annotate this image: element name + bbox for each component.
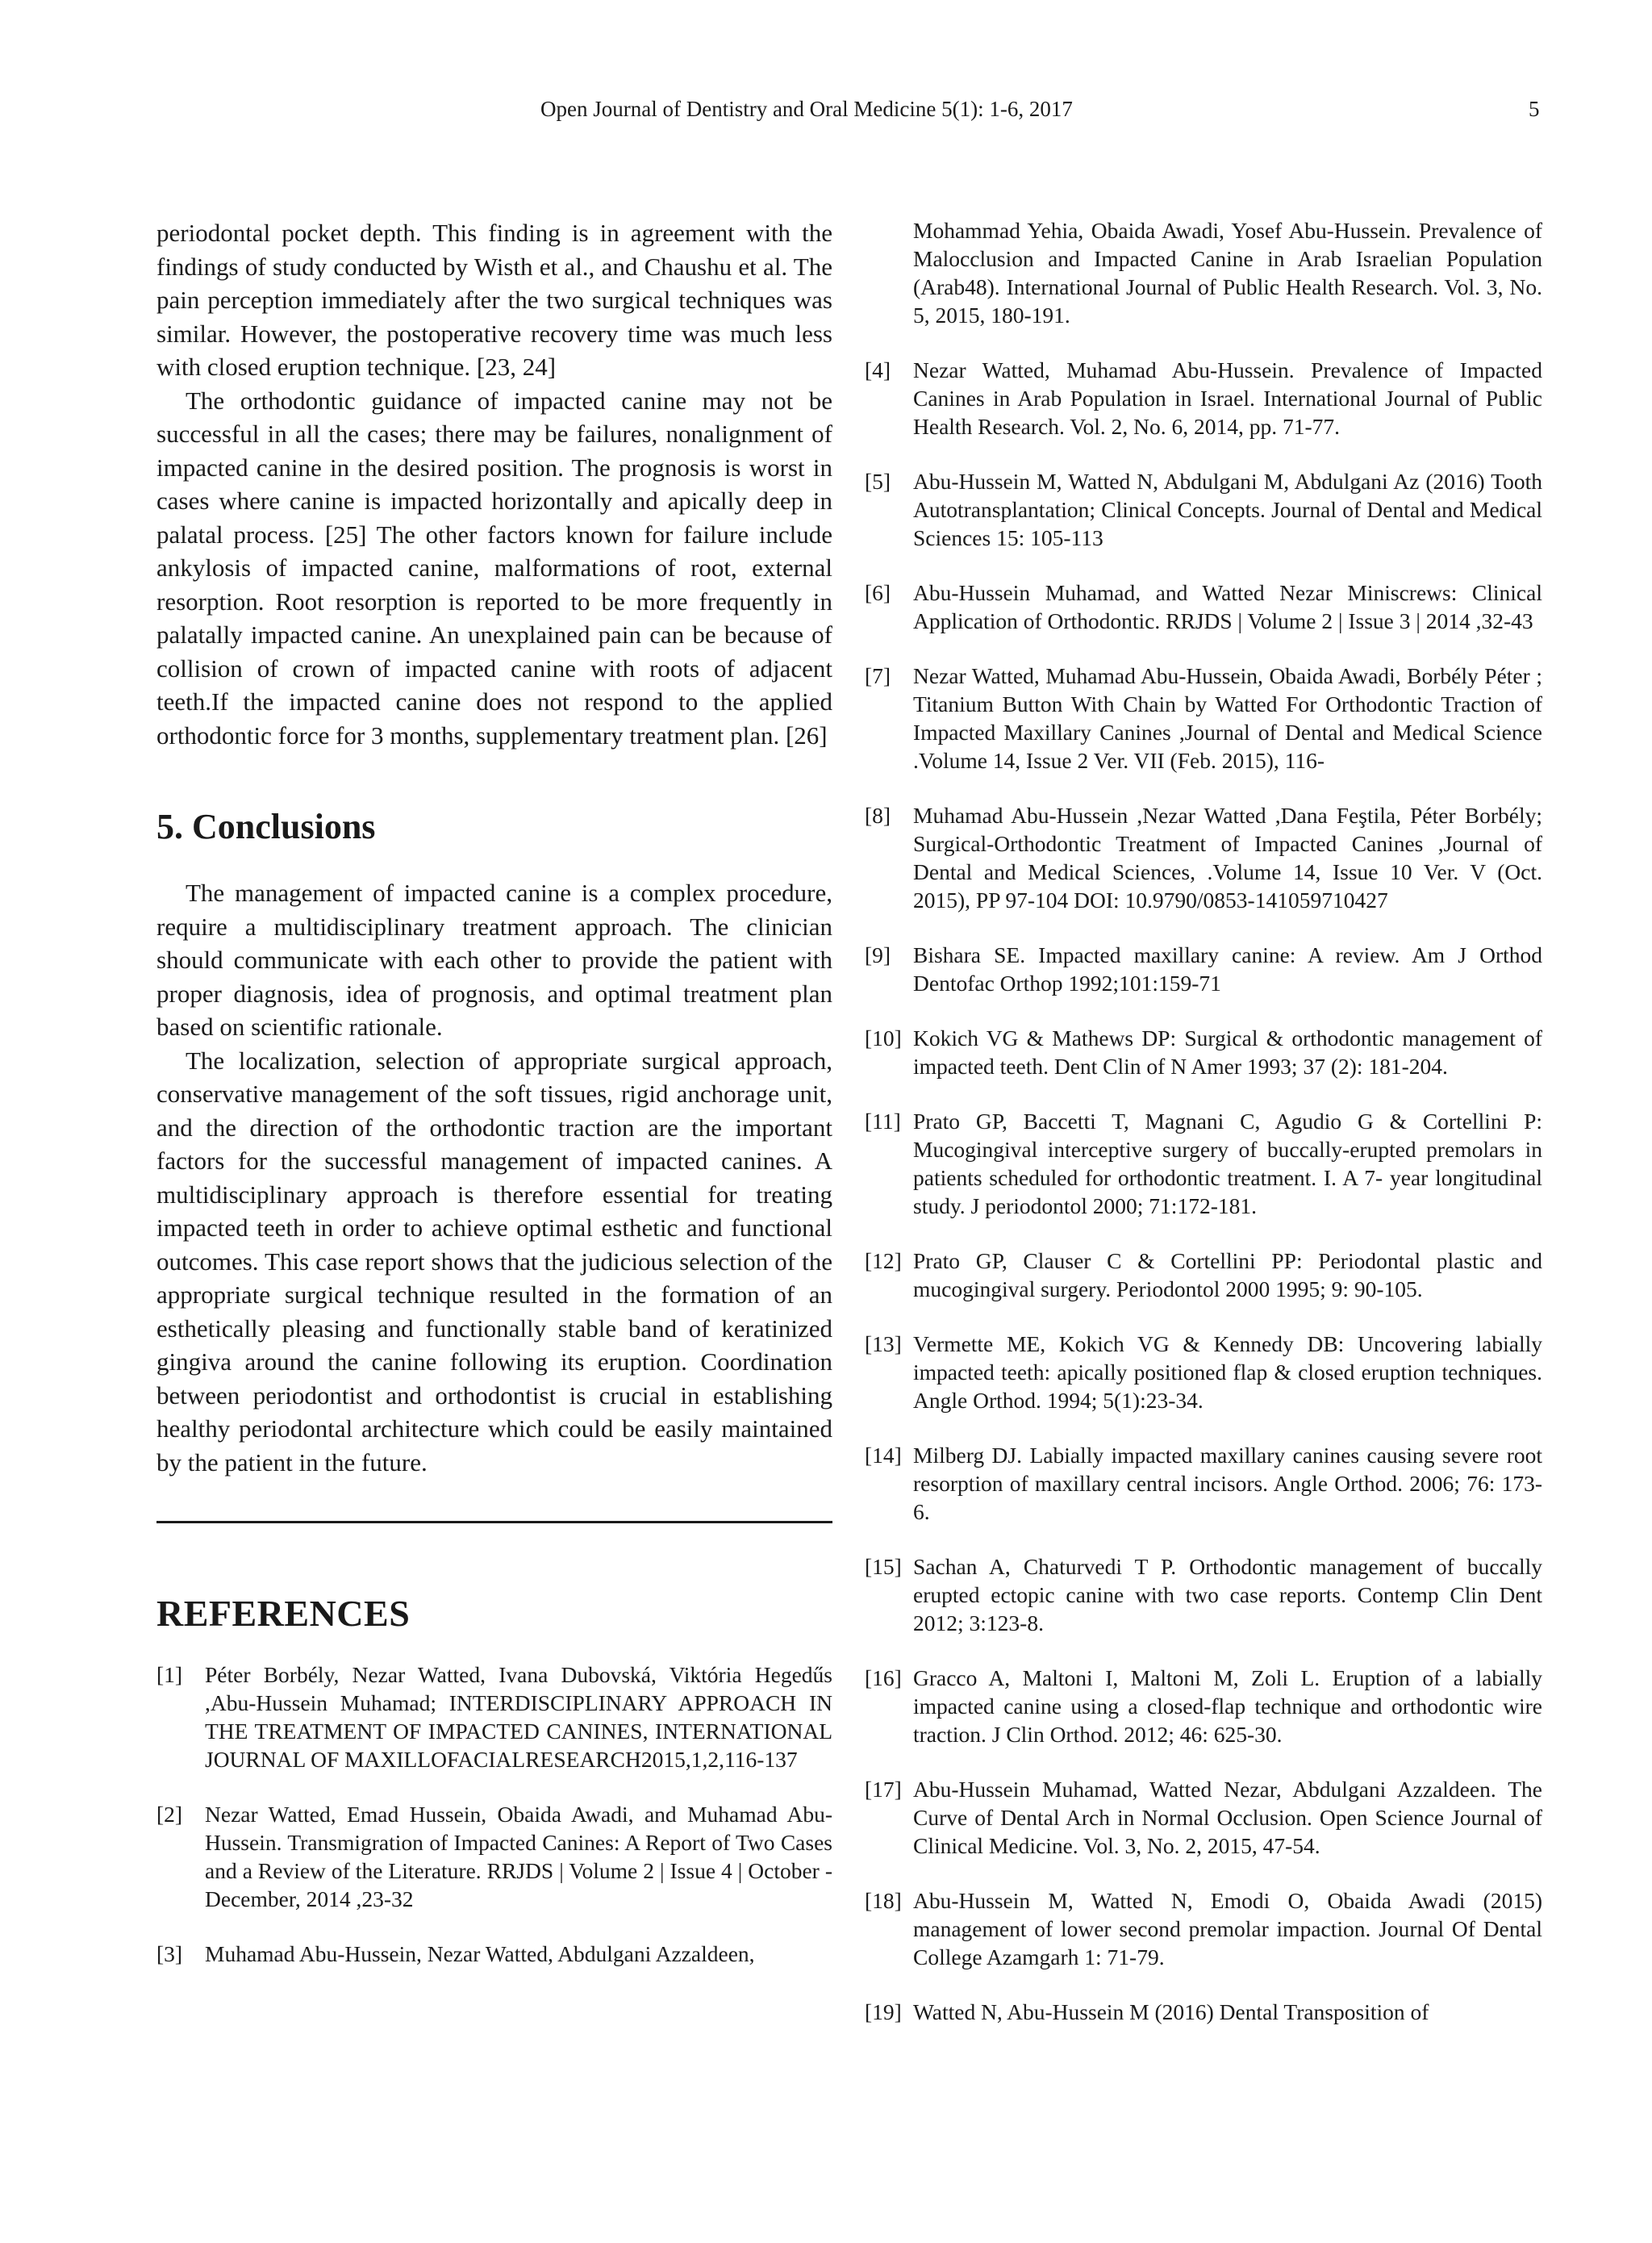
reference-number: [3] — [156, 1941, 183, 1966]
journal-citation: Open Journal of Dentistry and Oral Medicine 5(1): 1-6, 2017 — [540, 97, 1073, 121]
reference-text: Prato GP, Clauser C & Cortellini PP: Periodontal plastic and mucogingival surgery. Periodontol 2000 1995; 9: 90-105. — [913, 1248, 1542, 1301]
reference-item — [865, 1330, 1542, 1414]
reference-number: [5] — [865, 469, 891, 494]
reference-number: [1] — [156, 1662, 183, 1687]
reference-number: [9] — [865, 942, 891, 967]
reference-text: Abu-Hussein Muhamad, Watted Nezar, Abdulgani Azzaldeen. The Curve of Dental Arch in Normal Occlusion. Open Science Journal of Clinical Medicine. Vol. 3, No. 2, 2015, 47-54. — [913, 1777, 1542, 1858]
reference-text: Watted N, Abu-Hussein M (2016) Dental Transposition of — [913, 1999, 1429, 2024]
reference-text: Nezar Watted, Emad Hussein, Obaida Awadi, and Muhamad Abu-Hussein. Transmigration of Impacted Canines: A Report of Two Cases and a Review of the Literature. RRJDS | Volume 2 | Issue 4 | October - December, 2014 ,23-32 — [205, 1802, 832, 1911]
reference-item — [865, 356, 1542, 441]
page-number: 5 — [1529, 97, 1540, 121]
reference-item — [865, 467, 1542, 552]
reference-number: [7] — [865, 663, 891, 688]
right-column — [865, 216, 1542, 2053]
reference-item — [865, 1998, 1542, 2026]
reference-item — [865, 1107, 1542, 1220]
reference-text: Muhamad Abu-Hussein ,Nezar Watted ,Dana Feştila, Péter Borbély; Surgical-Orthodontic Treatment of Impacted Canines ,Journal of Dental and Medical Sciences, .Volume 14, Issue 10 Ver. V (Oct. 2015), PP 97-104 DOI: 10.9790/0853-141059710427 — [913, 803, 1542, 913]
reference-text: Abu-Hussein M, Watted N, Abdulgani M, Abdulgani Az (2016) Tooth Autotransplantation; Clinical Concepts. Journal of Dental and Medical Sciences 15: 105-113 — [913, 469, 1542, 550]
reference-text: Nezar Watted, Muhamad Abu-Hussein. Prevalence of Impacted Canines in Arab Population in Israel. International Journal of Public Health Research. Vol. 2, No. 6, 2014, pp. 71-77. — [913, 357, 1542, 439]
reference-number: [4] — [865, 357, 891, 382]
reference-number: [16] — [865, 1665, 902, 1690]
reference-text: Bishara SE. Impacted maxillary canine: A review. Am J Orthod Dentofac Orthop 1992;101:159-71 — [913, 942, 1542, 996]
reference-item — [865, 1886, 1542, 1971]
reference-item — [865, 579, 1542, 635]
conclusions-paragraph: The localization, selection of appropriate surgical approach, conservative management of the soft tissues, rigid anchorage unit, and the direction of the orthodontic traction are the important factors for the successful management of impacted canines. A multidisciplinary approach is therefore essential for treating impacted teeth in order to achieve optimal esthetic and functional outcomes. This case report shows that the judicious selection of the appropriate surgical technique resulted in the formation of an esthetically pleasing and functionally stable band of keratinized gingiva around the canine following its eruption. Coordination between periodontist and orthodontist is crucial in establishing healthy periodontal architecture which could be easily maintained by the patient in the future. — [156, 1046, 832, 1477]
reference-number: [19] — [865, 1999, 902, 2024]
reference-number: [14] — [865, 1443, 902, 1468]
reference-text: Prato GP, Baccetti T, Magnani C, Agudio G & Cortellini P: Mucogingival interceptive surgery of buccally-erupted premolars in patients scheduled for orthodontic treatment. I. A 7- year longitudinal study. J periodontol 2000; 71:172-181. — [913, 1109, 1542, 1218]
reference-number: [18] — [865, 1888, 902, 1913]
conclusions-paragraph: The management of impacted canine is a complex procedure, require a multidisciplinary treatment approach. The clinician should communicate with each other to provide the patient with proper diagnosis, idea of prognosis, and optimal treatment plan based on scientific rationale. — [156, 879, 832, 1041]
reference-text: Sachan A, Chaturvedi T P. Orthodontic management of buccally erupted ectopic canine with two case reports. Contemp Clin Dent 2012; 3:123-8. — [913, 1554, 1542, 1635]
reference-item — [865, 801, 1542, 914]
reference-number: [15] — [865, 1554, 902, 1579]
section-divider — [156, 1521, 832, 1523]
reference-item — [865, 941, 1542, 997]
reference-number: [2] — [156, 1802, 183, 1827]
reference-text: Milberg DJ. Labially impacted maxillary canines causing severe root resorption of maxillary central incisors. Angle Orthod. 2006; 76: 173-6. — [913, 1443, 1542, 1524]
reference-number: [6] — [865, 580, 891, 605]
reference-item — [865, 1247, 1542, 1303]
reference-text: Abu-Hussein M, Watted N, Emodi O, Obaida Awadi (2015) management of lower second premolar impaction. Journal Of Dental College Azamgarh 1: 71-79. — [913, 1888, 1542, 1969]
left-column — [156, 216, 832, 1994]
reference-item — [865, 1664, 1542, 1748]
body-paragraph: The orthodontic guidance of impacted canine may not be successful in all the cases; there may be failures, nonalignment of impacted canine in the desired position. The prognosis is worst in cases where canine is impacted horizontally and apically deep in palatal process. [25] The other factors known for failure include ankylosis of impacted canine, malformations of root, external resorption. Root resorption is reported to be more frequently in palatally impacted canine. An unexplained pain can be because of collision of crown of impacted canine with roots of adjacent teeth.If the impacted canine does not respond to the applied orthodontic force for 3 months, supplementary treatment plan. [26] — [156, 386, 832, 750]
reference-number: [17] — [865, 1777, 902, 1802]
reference-item — [865, 1775, 1542, 1860]
reference-text: Vermette ME, Kokich VG & Kennedy DB: Uncovering labially impacted teeth: apically positioned flap & closed eruption techniques. Angle Orthod. 1994; 5(1):23-34. — [913, 1331, 1542, 1413]
reference-text: Nezar Watted, Muhamad Abu-Hussein, Obaida Awadi, Borbély Péter ; Titanium Button With Chain by Watted For Orthodontic Traction of Impacted Maxillary Canines ,Journal of Dental and Medical Science .Volume 14, Issue 2 Ver. VII (Feb. 2015), 116- — [913, 663, 1542, 773]
reference-text: Kokich VG & Mathews DP: Surgical & orthodontic management of impacted teeth. Dent Clin of N Amer 1993; 37 (2): 181-204. — [913, 1025, 1542, 1079]
reference-number: [13] — [865, 1331, 902, 1356]
reference-item — [865, 662, 1542, 775]
reference-item — [865, 1552, 1542, 1637]
reference-text: Muhamad Abu-Hussein, Nezar Watted, Abdulgani Azzaldeen, — [205, 1941, 755, 1966]
section-heading-conclusions: 5. Conclusions — [156, 807, 376, 846]
reference-text: Abu-Hussein Muhamad, and Watted Nezar Miniscrews: Clinical Application of Orthodontic. RRJDS | Volume 2 | Issue 3 | 2014 ,32-43 — [913, 580, 1542, 633]
reference-item — [865, 1441, 1542, 1526]
reference-item — [865, 1024, 1542, 1080]
reference-text: Mohammad Yehia, Obaida Awadi, Yosef Abu-Hussein. Prevalence of Malocclusion and Impacted Canine in Arab Israelian Population (Arab48). International Journal of Public Health Research. Vol. 3, No. 5, 2015, 180-191. — [913, 218, 1542, 328]
reference-text: Péter Borbély, Nezar Watted, Ivana Dubovská, Viktória Hegedűs ,Abu-Hussein Muhamad; INTERDISCIPLINARY APPROACH IN THE TREATMENT OF IMPACTED CANINES, INTERNATIONAL JOURNAL OF MAXILLOFACIALRESEARCH2015,1,2,116-137 — [205, 1662, 832, 1772]
reference-item — [156, 1800, 832, 1913]
body-paragraph: periodontal pocket depth. This finding is in agreement with the findings of study conducted by Wisth et al., and Chaushu et al. The pain perception immediately after the two surgical techniques was similar. However, the postoperative recovery time was much less with closed eruption technique. [23, 24] — [156, 219, 832, 381]
reference-text: Gracco A, Maltoni I, Maltoni M, Zoli L. Eruption of a labially impacted canine using a closed-flap technique and orthodontic wire traction. J Clin Orthod. 2012; 46: 625-30. — [913, 1665, 1542, 1747]
reference-item — [156, 1940, 832, 1968]
reference-number: [11] — [865, 1109, 901, 1134]
reference-number: [12] — [865, 1248, 902, 1273]
reference-continuation — [865, 216, 1542, 329]
reference-number: [8] — [865, 803, 891, 828]
reference-number: [10] — [865, 1025, 902, 1050]
reference-item — [156, 1660, 832, 1773]
references-heading: REFERENCES — [156, 1593, 411, 1634]
